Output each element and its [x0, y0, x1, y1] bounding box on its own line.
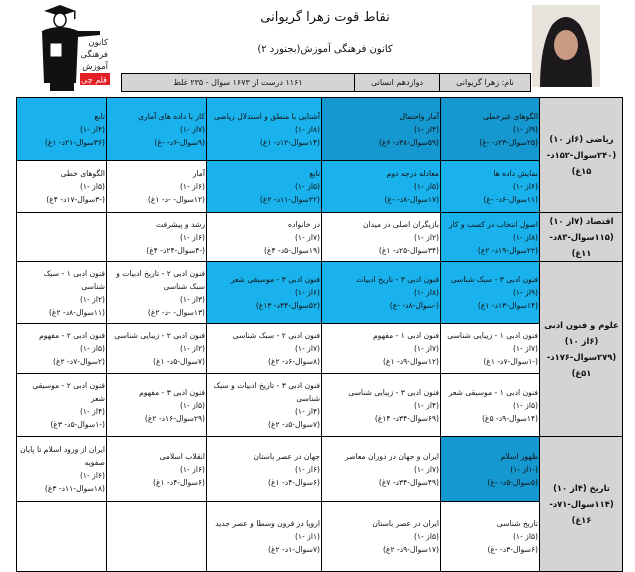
topic-cell: [207, 213, 322, 262]
topic-rank: (۵از -۱): [179, 400, 205, 410]
topic-cell: [107, 262, 207, 324]
topic-stats: (۷سوال-۱د- ۲غ): [268, 545, 320, 554]
page-title: نقاط قوت زهرا گریوانی: [260, 10, 390, 25]
topic-cell: [322, 98, 441, 161]
topic-stats: (۲۵سوال-۲۳د- -غ): [479, 137, 538, 147]
student-photo: [532, 5, 600, 87]
topic-stats: (۷سوال-۵د- ۱غ): [153, 357, 205, 366]
table-row: [17, 324, 623, 374]
topic-stats: (۱۷سوال-۸د- -غ): [384, 195, 439, 204]
topic-title: در خانواده: [288, 219, 320, 229]
strengths-table: [16, 97, 623, 572]
subject-stats: (۲۴۰سوال-۱۵۲د- ۱۵غ): [546, 150, 617, 176]
topic-title: فنون ادبی ۳ - تاریخ ادبیات و سبک شناسی: [213, 381, 320, 403]
topic-title: معادله درجه دوم: [386, 169, 439, 178]
topic-title: آشنایی با منطق و استدلال ریاضی: [213, 111, 320, 121]
topic-title: فنون ادبی ۳ - زیبایی شناسی: [348, 387, 439, 397]
topic-rank: (۶از -۱): [179, 464, 205, 474]
topic-cell: [207, 374, 322, 437]
topic-cell: [322, 213, 441, 262]
topic-stats: (-۴سوال-۲۴د- ۴غ): [146, 245, 205, 255]
topic-cell: [441, 213, 540, 262]
topic-cell: [17, 161, 107, 213]
topic-rank: (۷از -۱): [413, 464, 439, 474]
topic-rank: (۶از -۱): [512, 182, 538, 191]
topic-rank: (۷از -۱): [294, 344, 320, 353]
table-row: [17, 502, 623, 572]
subject-name: تاریخ (۴از ۱۰): [553, 483, 610, 493]
topic-title: تابع: [94, 111, 105, 121]
topic-stats: (-سوال-۸د- -غ): [389, 301, 439, 310]
student-name: نام: زهرا گریوانی: [439, 74, 530, 91]
empty-cell: [17, 502, 107, 572]
topic-title: جهان در عصر باستان: [253, 451, 320, 461]
topic-cell: [441, 324, 540, 374]
topic-rank: (۵از -۱): [413, 182, 439, 191]
topic-stats: (۱۴سوال-۱۲د- ۱غ): [259, 137, 320, 147]
topic-cell: [107, 374, 207, 437]
topic-stats: (۱۲سوال- -د- ۱غ): [147, 195, 205, 204]
topic-title: فنون ادبی ۳ - مفهوم: [139, 387, 205, 397]
topic-stats: (۲۲سوال-۱۹د- ۲غ): [477, 245, 538, 255]
topic-rank: (۴از -۱): [79, 407, 105, 416]
topic-rank: (۸از -۱): [294, 124, 320, 134]
topic-title: فنون ادبی ۲ - مفهوم: [39, 331, 105, 340]
topic-cell: [322, 502, 441, 572]
topic-stats: (۱۹سوال-۵د- ۴غ): [263, 245, 320, 255]
topic-title: فنون ادبی ۱ - موسیقی شعر: [448, 387, 538, 397]
topic-stats: (-۳سوال-۱۷د- ۴غ): [46, 195, 105, 204]
topic-title: نمایش داده ها: [493, 169, 538, 178]
topic-rank: (۷از -۱): [413, 344, 439, 353]
topic-cell: [441, 437, 540, 502]
topic-cell: [441, 98, 540, 161]
table-row: [17, 437, 623, 502]
topic-cell: [17, 262, 107, 324]
topic-stats: (-۱سوال-۵د- ۳غ): [50, 420, 105, 429]
topic-cell: [322, 161, 441, 213]
topic-cell: [322, 324, 441, 374]
topic-stats: (۱۴سوال-۹د- ۵غ): [481, 413, 538, 423]
topic-stats: (۹سوال-۶د- -غ): [154, 137, 205, 147]
topic-stats: (۲۹سوال-۱۶د- ۲غ): [144, 413, 205, 423]
topic-cell: [441, 262, 540, 324]
empty-cell: [17, 213, 107, 262]
topic-rank: (-۱از -۱): [510, 464, 538, 474]
topic-title: فنون ادبی ۱ - مفهوم: [373, 331, 439, 340]
topic-cell: [17, 437, 107, 502]
topic-title: فنون ادبی ۱ - سبک شناسی: [43, 268, 105, 291]
topic-cell: [207, 161, 322, 213]
topic-stats: (۶۹سوال-۳۴د- ۱۴غ): [374, 413, 439, 423]
table-row: [17, 213, 623, 262]
topic-stats: (۵سوال-۵د- -غ): [487, 477, 538, 487]
topic-stats: (۲سوال-۷د- ۲غ): [53, 357, 105, 366]
subject-cell: [540, 98, 623, 213]
topic-rank: (۶از -۱): [179, 232, 205, 242]
svg-text:آموزش: آموزش: [82, 62, 108, 72]
graduate-logo-icon: [30, 3, 110, 93]
logo: [30, 3, 110, 93]
topic-stats: (۱۸سوال-۱۱د- ۳غ): [44, 484, 105, 493]
topic-cell: [207, 262, 322, 324]
topic-stats: (۶سوال-۳د- -غ): [487, 545, 538, 554]
topic-rank: (۵از -۱): [512, 400, 538, 410]
topic-stats: (۷سوال-۵د- ۲غ): [268, 420, 320, 429]
topic-stats: (۸سوال-۶د- ۲غ): [268, 357, 320, 366]
topic-rank: (۶از -۱): [294, 288, 320, 297]
topic-rank: (۲از -۱): [179, 344, 205, 353]
topic-title: الگوهای خطی: [60, 169, 105, 178]
topic-cell: [207, 324, 322, 374]
topic-cell: [441, 161, 540, 213]
subject-cell: [540, 437, 623, 572]
topic-rank: (۷از -۱): [512, 344, 538, 353]
topic-rank: (۹از -۱): [512, 288, 538, 297]
topic-rank: (۵از -۱): [512, 532, 538, 541]
topic-stats: (-۱سوال-۷د- ۱غ): [483, 357, 538, 366]
topic-stats: (۶سوال-۴د- ۱غ): [153, 477, 205, 487]
topic-title: کار با داده های آماری: [138, 111, 205, 121]
topic-stats: (۱۷سوال-۹د- ۲غ): [382, 545, 439, 554]
topic-stats: (۳۶سوال-۲۱د- ۱غ): [44, 137, 105, 147]
topic-title: آمار واحتمال: [399, 111, 439, 121]
student-grade: دوازدهم انسانی: [354, 74, 439, 91]
topic-rank: (۵از -۱): [79, 182, 105, 191]
topic-title: بازیگران اصلی در میدان: [362, 219, 439, 229]
score-summary: ۱۱۶۱ درست از ۱۶۷۳ سوال - ۲۳۵ غلط: [173, 78, 303, 87]
topic-rank: (۵از -۱): [79, 344, 105, 353]
topic-title: فنون ادبی ۲ - تاریخ ادبیات و سبک شناسی: [116, 268, 205, 291]
topic-rank: (۶از -۱): [179, 182, 205, 191]
topic-title: رشد و پیشرفت: [156, 219, 205, 229]
topic-title: فنون ادبی ۳ - تاریخ ادبیات: [356, 275, 439, 284]
topic-title: اصول انتخاب در کسب و کار: [448, 219, 538, 229]
subject-cell: [540, 213, 623, 262]
subject-name: ریاضی (۶از ۱۰): [549, 134, 614, 144]
table-row: [17, 161, 623, 213]
subject-cell: [540, 262, 623, 437]
topic-title: آمار: [192, 169, 205, 178]
svg-text:کانون: کانون: [88, 38, 108, 48]
subject-stats: (۱۱۴سوال-۷۱د- ۱۶غ): [549, 499, 614, 525]
topic-cell: [107, 161, 207, 213]
table-row: [17, 374, 623, 437]
topic-cell: [107, 324, 207, 374]
empty-cell: [107, 502, 207, 572]
svg-text:قلم چی: قلم چی: [81, 75, 107, 85]
topic-rank: (۶از -۱): [79, 471, 105, 480]
topic-cell: [322, 374, 441, 437]
topic-title: ظهور اسلام: [500, 451, 538, 461]
topic-stats: (۶سوال-۴د- ۱غ): [268, 477, 320, 487]
topic-stats: (۱۳سوال- -د- ۲غ): [147, 307, 205, 317]
topic-title: تابع: [309, 169, 320, 178]
topic-cell: [17, 374, 107, 437]
topic-cell: [207, 437, 322, 502]
topic-rank: (۷از -۱): [179, 124, 205, 134]
svg-text:فرهنگی: فرهنگی: [80, 50, 108, 60]
topic-title: الگوهای غیرخطی: [483, 111, 538, 121]
topic-cell: [207, 98, 322, 161]
topic-rank: (۸از -۱): [413, 288, 439, 297]
topic-title: اروپا در قرون وسطا و عصر جدید: [215, 519, 320, 528]
topic-rank: (۵از -۱): [294, 182, 320, 191]
subject-name: علوم و فنون ادبی (۶از ۱۰): [544, 320, 619, 346]
topic-stats: (۱۴سوال-۱۳د- ۱غ): [477, 301, 538, 310]
topic-rank: (۱از -۱): [294, 532, 320, 541]
topic-title: انقلاب اسلامی: [159, 451, 205, 461]
topic-title: ایران و جهان در دوران معاصر: [344, 451, 439, 461]
topic-cell: [322, 437, 441, 502]
topic-rank: (۷از -۱): [294, 232, 320, 242]
topic-stats: (۳۴سوال-۲۵د- ۱غ): [378, 245, 439, 255]
topic-stats: (۲۲سوال-۱۱د- ۲غ): [259, 195, 320, 204]
topic-title: فنون ادبی ۲ - سبک شناسی: [232, 331, 320, 340]
topic-stats: (۵۲سوال-۳۴د- ۱۳غ): [255, 301, 320, 310]
topic-rank: (۳از -۱): [179, 294, 205, 304]
topic-rank: (۴از -۱): [79, 124, 105, 134]
topic-cell: [107, 437, 207, 502]
topic-stats: (۱۱سوال-۶د- -غ): [483, 195, 538, 204]
table-row: [17, 262, 623, 324]
topic-stats: (۱۲سوال-۹د- ۱غ): [382, 357, 439, 366]
topic-rank: (۹از -۱): [512, 124, 538, 134]
topic-cell: [322, 262, 441, 324]
topic-rank: (۴از -۱): [294, 407, 320, 416]
topic-rank: (۶از -۱): [294, 464, 320, 474]
topic-stats: (۱۱سوال-۸د- ۲غ): [48, 307, 105, 317]
topic-cell: [441, 502, 540, 572]
subject-name: اقتصاد (۷از ۱۰): [549, 216, 614, 226]
topic-rank: (۲از -۱): [79, 294, 105, 304]
topic-cell: [107, 98, 207, 161]
topic-title: تاریخ شناسی: [496, 519, 538, 528]
topic-title: فنون ادبی ۱ - زیبایی شناسی: [447, 331, 538, 340]
subject-stats: (۱۱۵سوال-۸۳د- ۱۱غ): [549, 232, 614, 258]
subject-stats: (۲۷۹سوال-۱۷۶د- ۵۱غ): [546, 352, 617, 378]
topic-title: فنون ادبی ۳ - موسیقی شعر: [230, 275, 320, 284]
topic-title: ایران از ورود اسلام تا پایان صفویه: [20, 445, 105, 467]
topic-cell: [107, 213, 207, 262]
topic-cell: [441, 374, 540, 437]
topic-title: فنون ادبی ۲ - زیبایی شناسی: [114, 331, 205, 340]
topic-rank: (۸از -۱): [512, 232, 538, 242]
topic-stats: (۵۹سوال-۳۸د- ۶غ): [378, 137, 439, 147]
topic-rank: (۵از -۱): [413, 532, 439, 541]
student-info-bar: [121, 73, 531, 92]
table-row: [17, 98, 623, 161]
topic-stats: (۴۹سوال-۳۴د- ۷غ): [378, 477, 439, 487]
topic-title: ایران در عصر باستان: [372, 519, 439, 528]
topic-cell: [17, 98, 107, 161]
topic-title: فنون ادبی ۲ - موسیقی شعر: [32, 381, 105, 403]
topic-rank: (۴از -۱): [413, 124, 439, 134]
topic-cell: [17, 324, 107, 374]
topic-rank: (۴از -۱): [413, 400, 439, 410]
topic-cell: [207, 502, 322, 572]
topic-rank: (۲از -۱): [413, 232, 439, 242]
topic-title: فنون ادبی ۳ - سبک شناسی: [450, 275, 538, 284]
page-subtitle: کانون فرهنگی آموزش(بجنورد ۲): [257, 44, 393, 55]
